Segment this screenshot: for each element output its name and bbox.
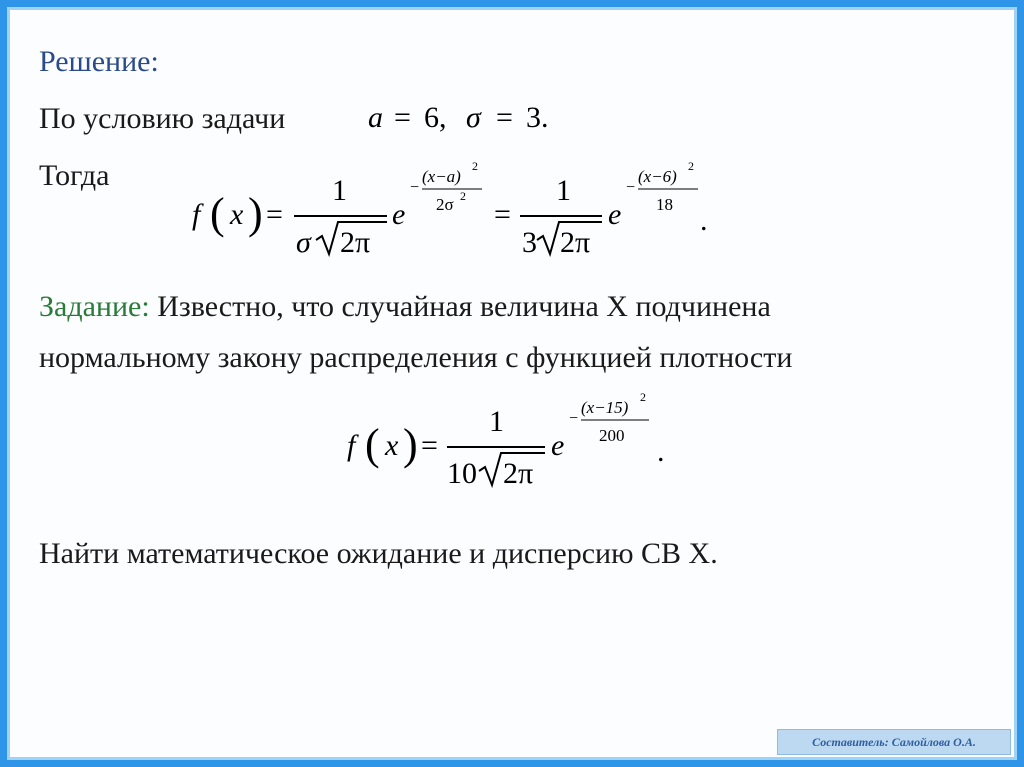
equals-sign: = <box>394 101 411 134</box>
exponent-numerator-power: 2 <box>640 390 646 404</box>
period: . <box>700 204 708 237</box>
condition-text: По условию задачи <box>39 102 286 135</box>
numerator: 1 <box>332 174 347 207</box>
equals-sign: = <box>421 429 438 462</box>
denominator-2-sqrt: 2π <box>560 226 591 259</box>
exponent-minus: − <box>569 410 579 427</box>
denominator-coefficient: 10 <box>447 457 477 490</box>
sigma-symbol: σ <box>466 101 481 134</box>
x-symbol: x <box>385 429 399 462</box>
author-text: Составитель: Самойлова О.А. <box>812 734 976 749</box>
denominator-sqrt: 2π <box>503 457 534 490</box>
exponent-denominator: 2σ <box>436 195 454 214</box>
task-label: Задание: <box>39 290 150 323</box>
exponent-numerator: (x−a) <box>422 167 461 186</box>
f-symbol: f <box>347 429 356 462</box>
heading: Решение: <box>39 45 159 78</box>
e-symbol: e <box>551 429 565 462</box>
numerator: 1 <box>489 405 504 438</box>
equals-sign: = <box>496 101 513 134</box>
task-line-2: нормальному закону распределения с функцией плотности <box>39 341 793 374</box>
equals-sign-2: = <box>494 198 511 231</box>
sigma-value: 3. <box>526 101 549 134</box>
a-value: 6, <box>424 101 447 134</box>
exponent-2-denominator: 18 <box>656 195 673 214</box>
task-line-1 <box>39 290 771 324</box>
exponent-denominator-power: 2 <box>460 189 466 203</box>
a-symbol: a <box>368 101 383 134</box>
task-line-1-text: Известно, что случайная величина X подчинена <box>157 290 771 323</box>
exponent-2-numerator-power: 2 <box>688 159 694 173</box>
exponent-numerator: (x−15) <box>581 398 629 417</box>
denominator-sigma: σ <box>296 226 311 259</box>
author-footer <box>777 729 1011 755</box>
exponent-2-minus: − <box>626 179 636 196</box>
exponent-denominator: 200 <box>599 426 625 445</box>
paren-open: ( <box>210 189 225 238</box>
period: . <box>657 435 665 468</box>
density-formula-1 <box>182 152 742 262</box>
paren-close: ) <box>403 420 418 469</box>
denominator-sqrt: 2π <box>340 226 371 259</box>
e-symbol-2: e <box>608 198 622 231</box>
denominator-2-coefficient: 3 <box>522 226 537 259</box>
exponent-2-numerator: (x−6) <box>638 167 677 186</box>
then-text: Тогда <box>39 159 110 192</box>
find-text: Найти математическое ожидание и дисперсию СВ X. <box>39 537 718 570</box>
exponent-minus: − <box>410 179 420 196</box>
paren-close: ) <box>248 189 263 238</box>
f-symbol: f <box>192 198 201 231</box>
exponent-numerator-power: 2 <box>472 159 478 173</box>
numerator-2: 1 <box>556 174 571 207</box>
paren-open: ( <box>365 420 380 469</box>
density-formula-2 <box>337 387 697 497</box>
e-symbol: e <box>392 198 406 231</box>
equals-sign: = <box>266 198 283 231</box>
condition-formula <box>362 95 582 139</box>
x-symbol: x <box>230 198 244 231</box>
